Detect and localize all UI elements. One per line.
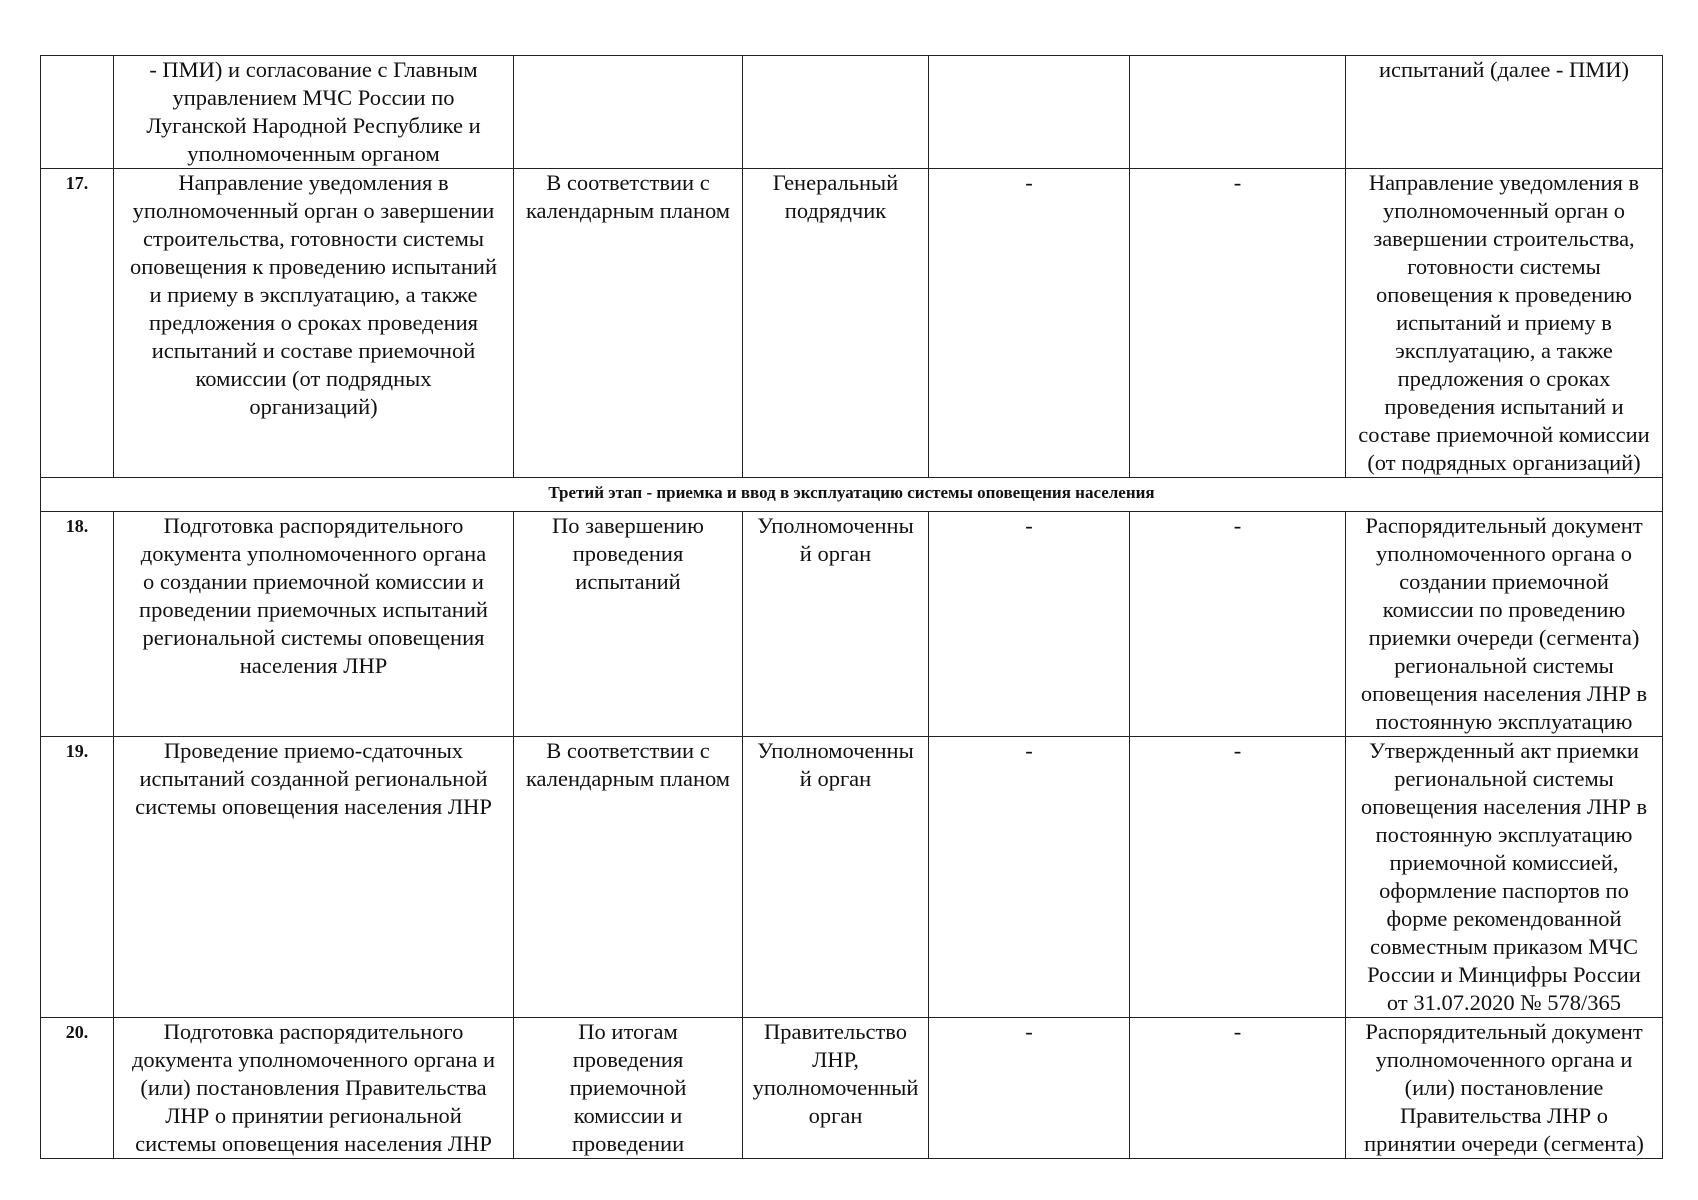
task-executor: Уполномоченны й орган — [743, 737, 929, 1018]
task-col6: - — [1130, 1018, 1346, 1159]
task-col5: - — [929, 169, 1130, 478]
task-col6: - — [1130, 169, 1346, 478]
row-number: 19. — [41, 737, 114, 1018]
task-executor — [743, 56, 929, 169]
stage-row — [41, 478, 1663, 512]
task-deadline: По итогам проведения приемочной комиссии и проведении — [514, 1018, 743, 1159]
task-col6: - — [1130, 512, 1346, 737]
task-col6 — [1130, 56, 1346, 169]
task-name: Подготовка распорядительного документа уполномоченного органа и (или) постановления Правительства ЛНР о принятии региональной системы оповещения населения ЛНР — [114, 1018, 514, 1159]
task-result: испытаний (далее - ПМИ) — [1346, 56, 1663, 169]
task-deadline: По завершению проведения испытаний — [514, 512, 743, 737]
task-name: Проведение приемо-сдаточных испытаний созданной региональной системы оповещения населения ЛНР — [114, 737, 514, 1018]
task-executor: Правительство ЛНР, уполномоченный орган — [743, 1018, 929, 1159]
schedule-table — [40, 55, 1663, 1159]
task-deadline: В соответствии с календарным планом — [514, 169, 743, 478]
table-row — [41, 737, 1663, 1018]
task-executor: Генеральный подрядчик — [743, 169, 929, 478]
task-name: Подготовка распорядительного документа уполномоченного органа о создании приемочной комиссии и проведении приемочных испытаний региональной системы оповещения населения ЛНР — [114, 512, 514, 737]
row-number: 20. — [41, 1018, 114, 1159]
table-row — [41, 169, 1663, 478]
row-number — [41, 56, 114, 169]
task-col6: - — [1130, 737, 1346, 1018]
task-result: Распорядительный документ уполномоченного органа о создании приемочной комиссии по проведению приемки очереди (сегмента) региональной системы оповещения населения ЛНР в постоянную эксплуатацию — [1346, 512, 1663, 737]
task-result: Утвержденный акт приемки региональной системы оповещения населения ЛНР в постоянную эксплуатацию приемочной комиссией, оформление паспортов по форме рекомендованной совместным приказом МЧС России и Минцифры России от 31.07.2020 № 578/365 — [1346, 737, 1663, 1018]
row-number: 18. — [41, 512, 114, 737]
task-deadline — [514, 56, 743, 169]
table-row — [41, 1018, 1663, 1159]
task-name: Направление уведомления в уполномоченный орган о завершении строительства, готовности системы оповещения к проведению испытаний и приему в эксплуатацию, а также предложения о сроках проведения испытаний и составе приемочной комиссии (от подрядных организаций) — [114, 169, 514, 478]
task-result: Направление уведомления в уполномоченный орган о завершении строительства, готовности системы оповещения к проведению испытаний и приему в эксплуатацию, а также предложения о сроках проведения испытаний и составе приемочной комиссии (от подрядных организаций) — [1346, 169, 1663, 478]
task-result: Распорядительный документ уполномоченного органа и (или) постановление Правительства ЛНР о принятии очереди (сегмента) — [1346, 1018, 1663, 1159]
task-col5 — [929, 56, 1130, 169]
task-col5: - — [929, 512, 1130, 737]
row-number: 17. — [41, 169, 114, 478]
task-col5: - — [929, 1018, 1130, 1159]
task-name: - ПМИ) и согласование с Главным управлением МЧС России по Луганской Народной Республике и уполномоченным органом — [114, 56, 514, 169]
task-deadline: В соответствии с календарным планом — [514, 737, 743, 1018]
task-executor: Уполномоченны й орган — [743, 512, 929, 737]
task-col5: - — [929, 737, 1130, 1018]
table-row — [41, 512, 1663, 737]
stage-title: Третий этап - приемка и ввод в эксплуатацию системы оповещения населения — [41, 478, 1663, 512]
table-row — [41, 56, 1663, 169]
